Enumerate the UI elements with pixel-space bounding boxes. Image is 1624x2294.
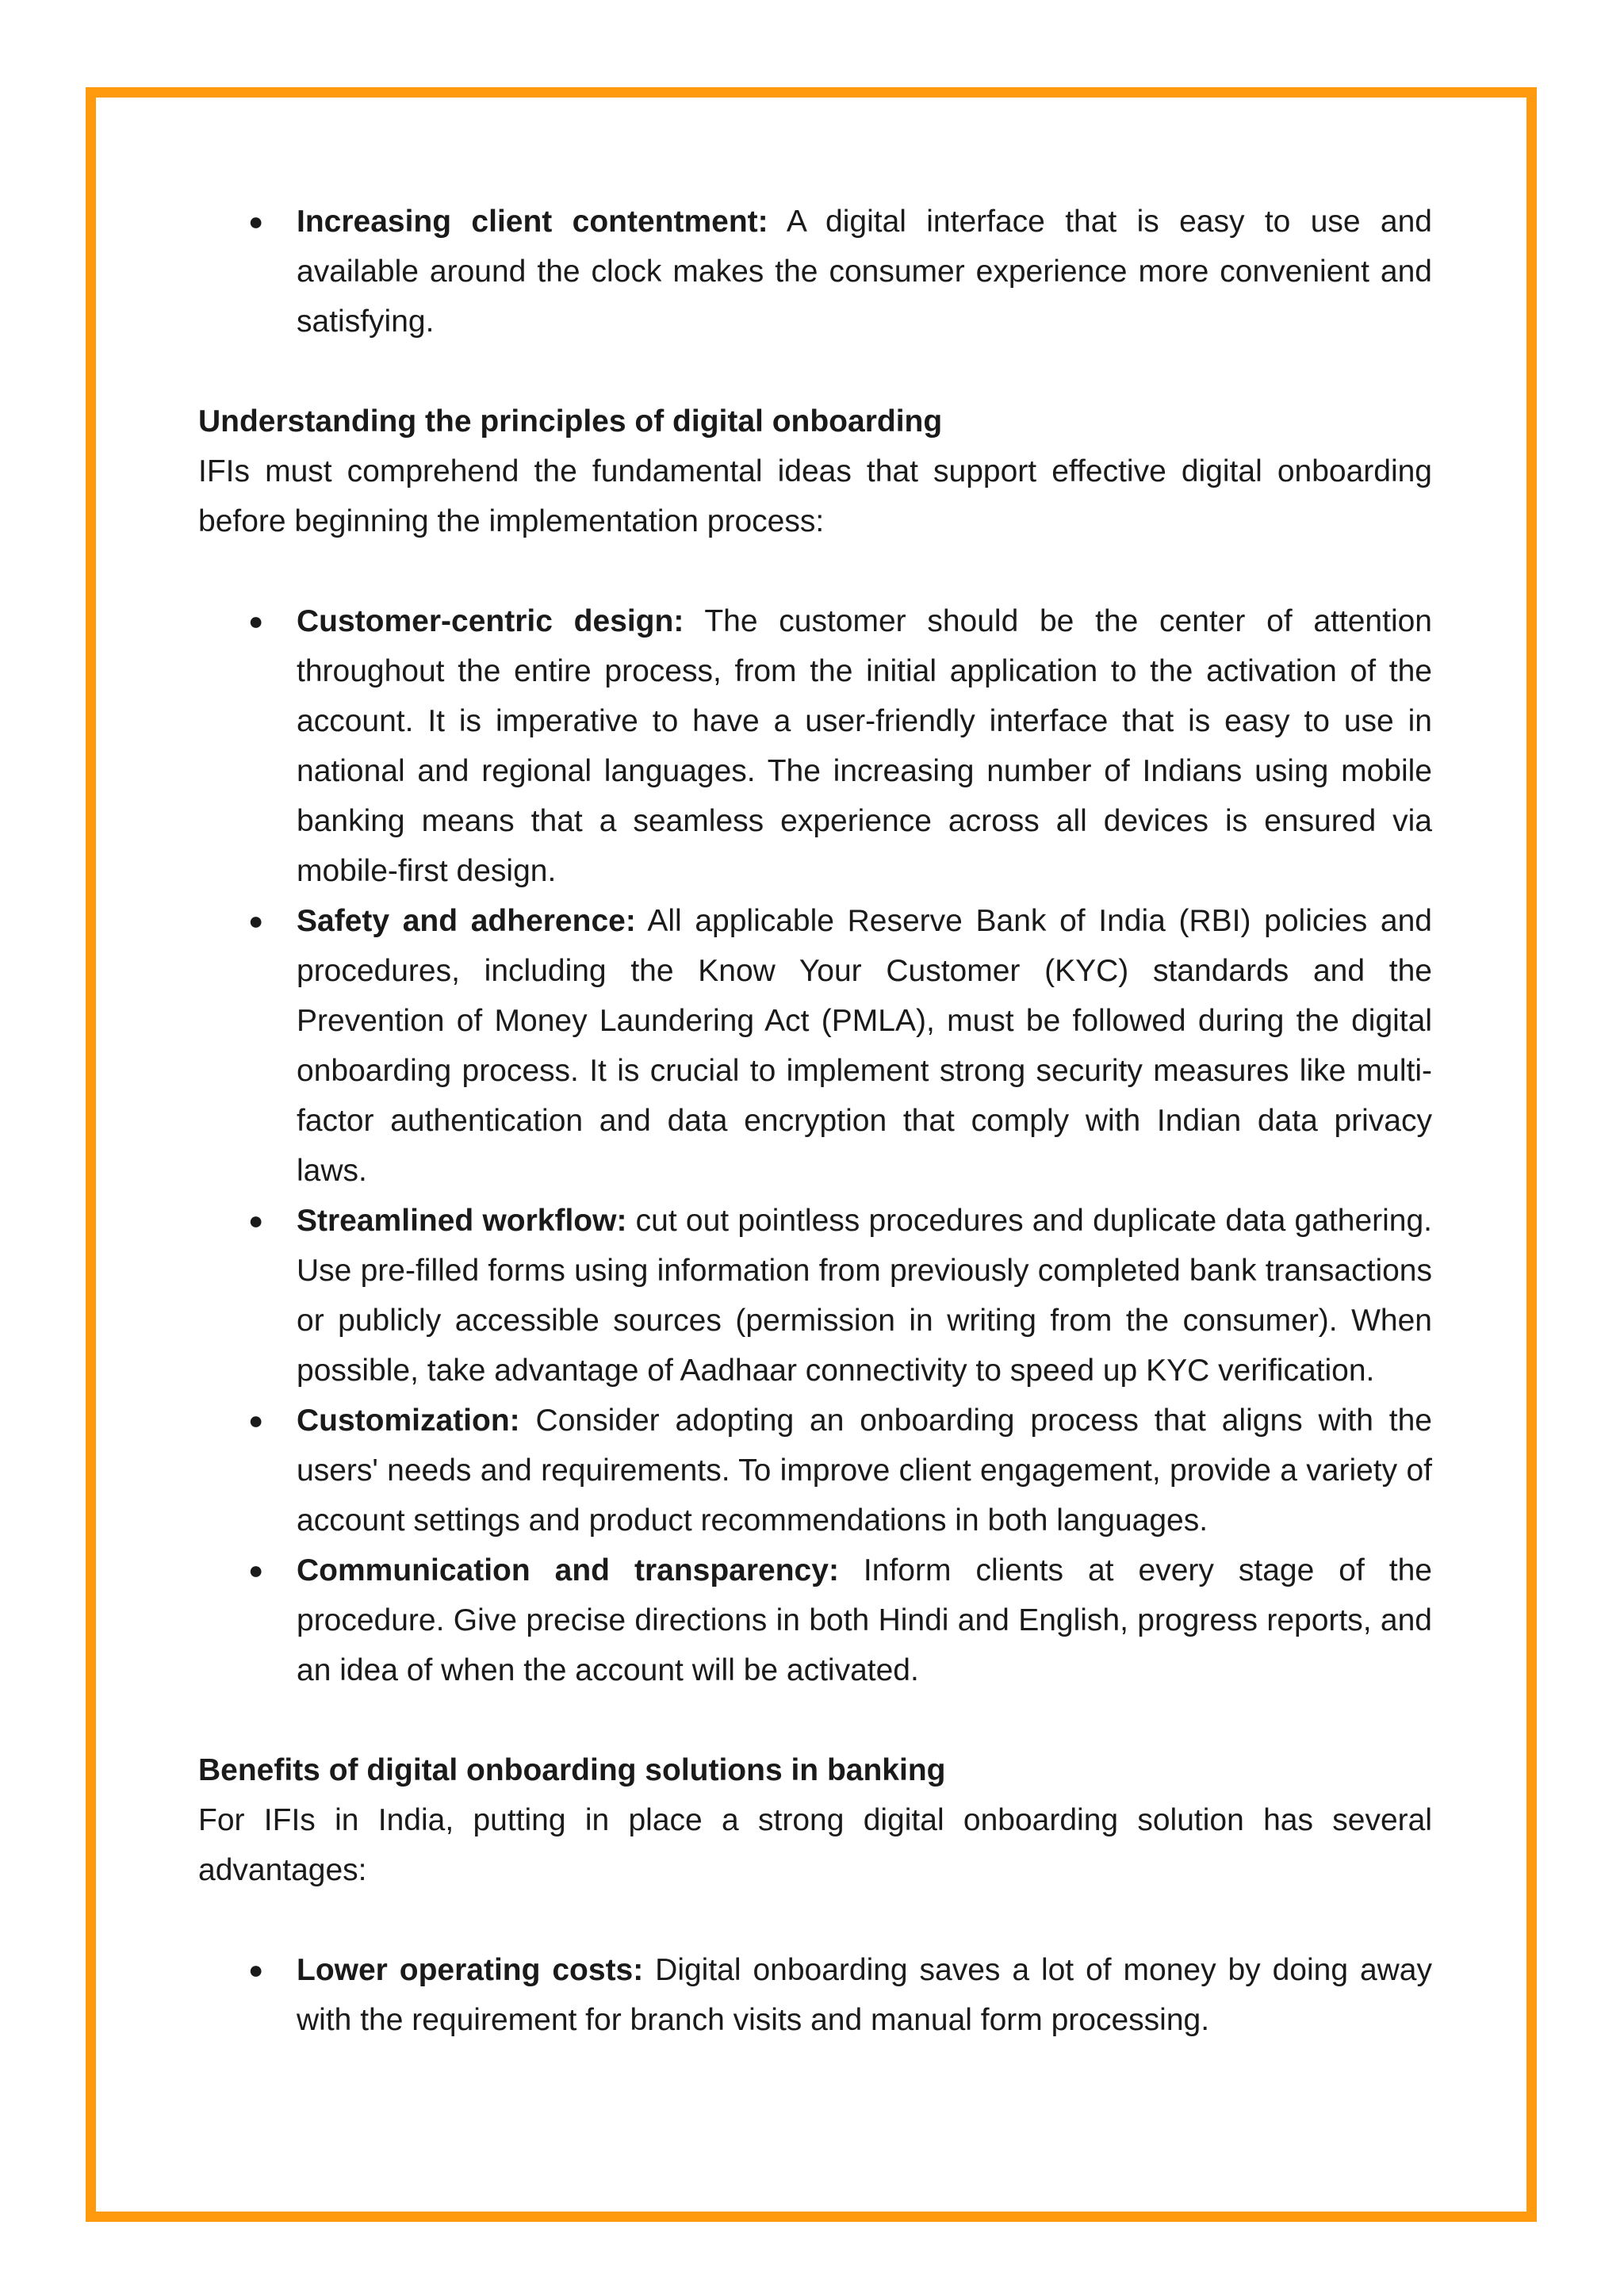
section-heading: Benefits of digital onboarding solutions in banking bbox=[198, 1753, 946, 1787]
list-item bbox=[198, 1396, 1432, 1545]
item-label: Communication and transparency: bbox=[297, 1553, 839, 1587]
bullet-icon: ● bbox=[248, 207, 264, 236]
section-intro: IFIs must comprehend the fundamental ideas that support effective digital onboarding before beginning the implementation process: bbox=[198, 454, 1432, 538]
bullet-icon: ● bbox=[248, 607, 264, 635]
benefits-bullet-list bbox=[198, 1945, 1432, 2045]
item-text: Inform clients at every stage of the procedure. Give precise directions in both Hindi and English, progress reports, and an idea of when the account will be activated. bbox=[297, 1553, 1432, 1687]
item-text: Consider adopting an onboarding process that aligns with the users' needs and requirements. To improve client engagement, provide a variety of account settings and product recommendations in both languages. bbox=[297, 1404, 1432, 1538]
item-label: Increasing client contentment: bbox=[297, 205, 768, 239]
bullet-icon: ● bbox=[248, 906, 264, 935]
list-item bbox=[198, 197, 1432, 347]
list-item bbox=[198, 596, 1432, 896]
bullet-icon: ● bbox=[248, 1556, 264, 1584]
intro-bullet-list bbox=[198, 197, 1432, 347]
list-item bbox=[198, 1945, 1432, 2045]
list-item bbox=[198, 1545, 1432, 1695]
bullet-icon: ● bbox=[248, 1206, 264, 1235]
item-text: Digital onboarding saves a lot of money by doing away with the requirement for branch visits and manual form processing. bbox=[297, 1953, 1432, 2037]
bullet-icon: ● bbox=[248, 1955, 264, 1984]
bullet-icon: ● bbox=[248, 1406, 264, 1434]
principles-bullet-list bbox=[198, 596, 1432, 1695]
section-intro: For IFIs in India, putting in place a strong digital onboarding solution has several advantages: bbox=[198, 1803, 1432, 1887]
item-label: Safety and adherence: bbox=[297, 904, 636, 938]
list-item bbox=[198, 1196, 1432, 1396]
item-label: Streamlined workflow: bbox=[297, 1204, 627, 1238]
item-label: Lower operating costs: bbox=[297, 1953, 644, 1987]
section-heading: Understanding the principles of digital onboarding bbox=[198, 404, 943, 439]
item-text: A digital interface that is easy to use and available around the clock makes the consumer experience more convenient and satisfying. bbox=[297, 205, 1432, 339]
item-text: The customer should be the center of attention throughout the entire process, from the initial application to the activation of the account. It is imperative to have a user-friendly interface that is easy to use in national and regional languages. The increasing number of Indians using mobile banking means that a seamless experience across all devices is ensured via mobile-first design. bbox=[297, 604, 1433, 888]
item-text: cut out pointless procedures and duplicate data gathering. Use pre-filled forms using information from previously completed bank transactions or publicly accessible sources (permission in writing from the consumer). When possible, take advantage of Aadhaar connectivity to speed up KYC verification. bbox=[297, 1204, 1432, 1388]
list-item bbox=[198, 896, 1432, 1196]
document-content bbox=[198, 197, 1432, 2045]
item-text: All applicable Reserve Bank of India (RBI) policies and procedures, including the Know Your Customer (KYC) standards and the Prevention of Money Laundering Act (PMLA), must be followed during the digital onboarding process. It is crucial to implement strong security measures like multi-factor authentication and data encryption that comply with Indian data privacy laws. bbox=[297, 904, 1432, 1188]
item-label: Customer-centric design: bbox=[297, 604, 684, 638]
item-label: Customization: bbox=[297, 1404, 520, 1438]
